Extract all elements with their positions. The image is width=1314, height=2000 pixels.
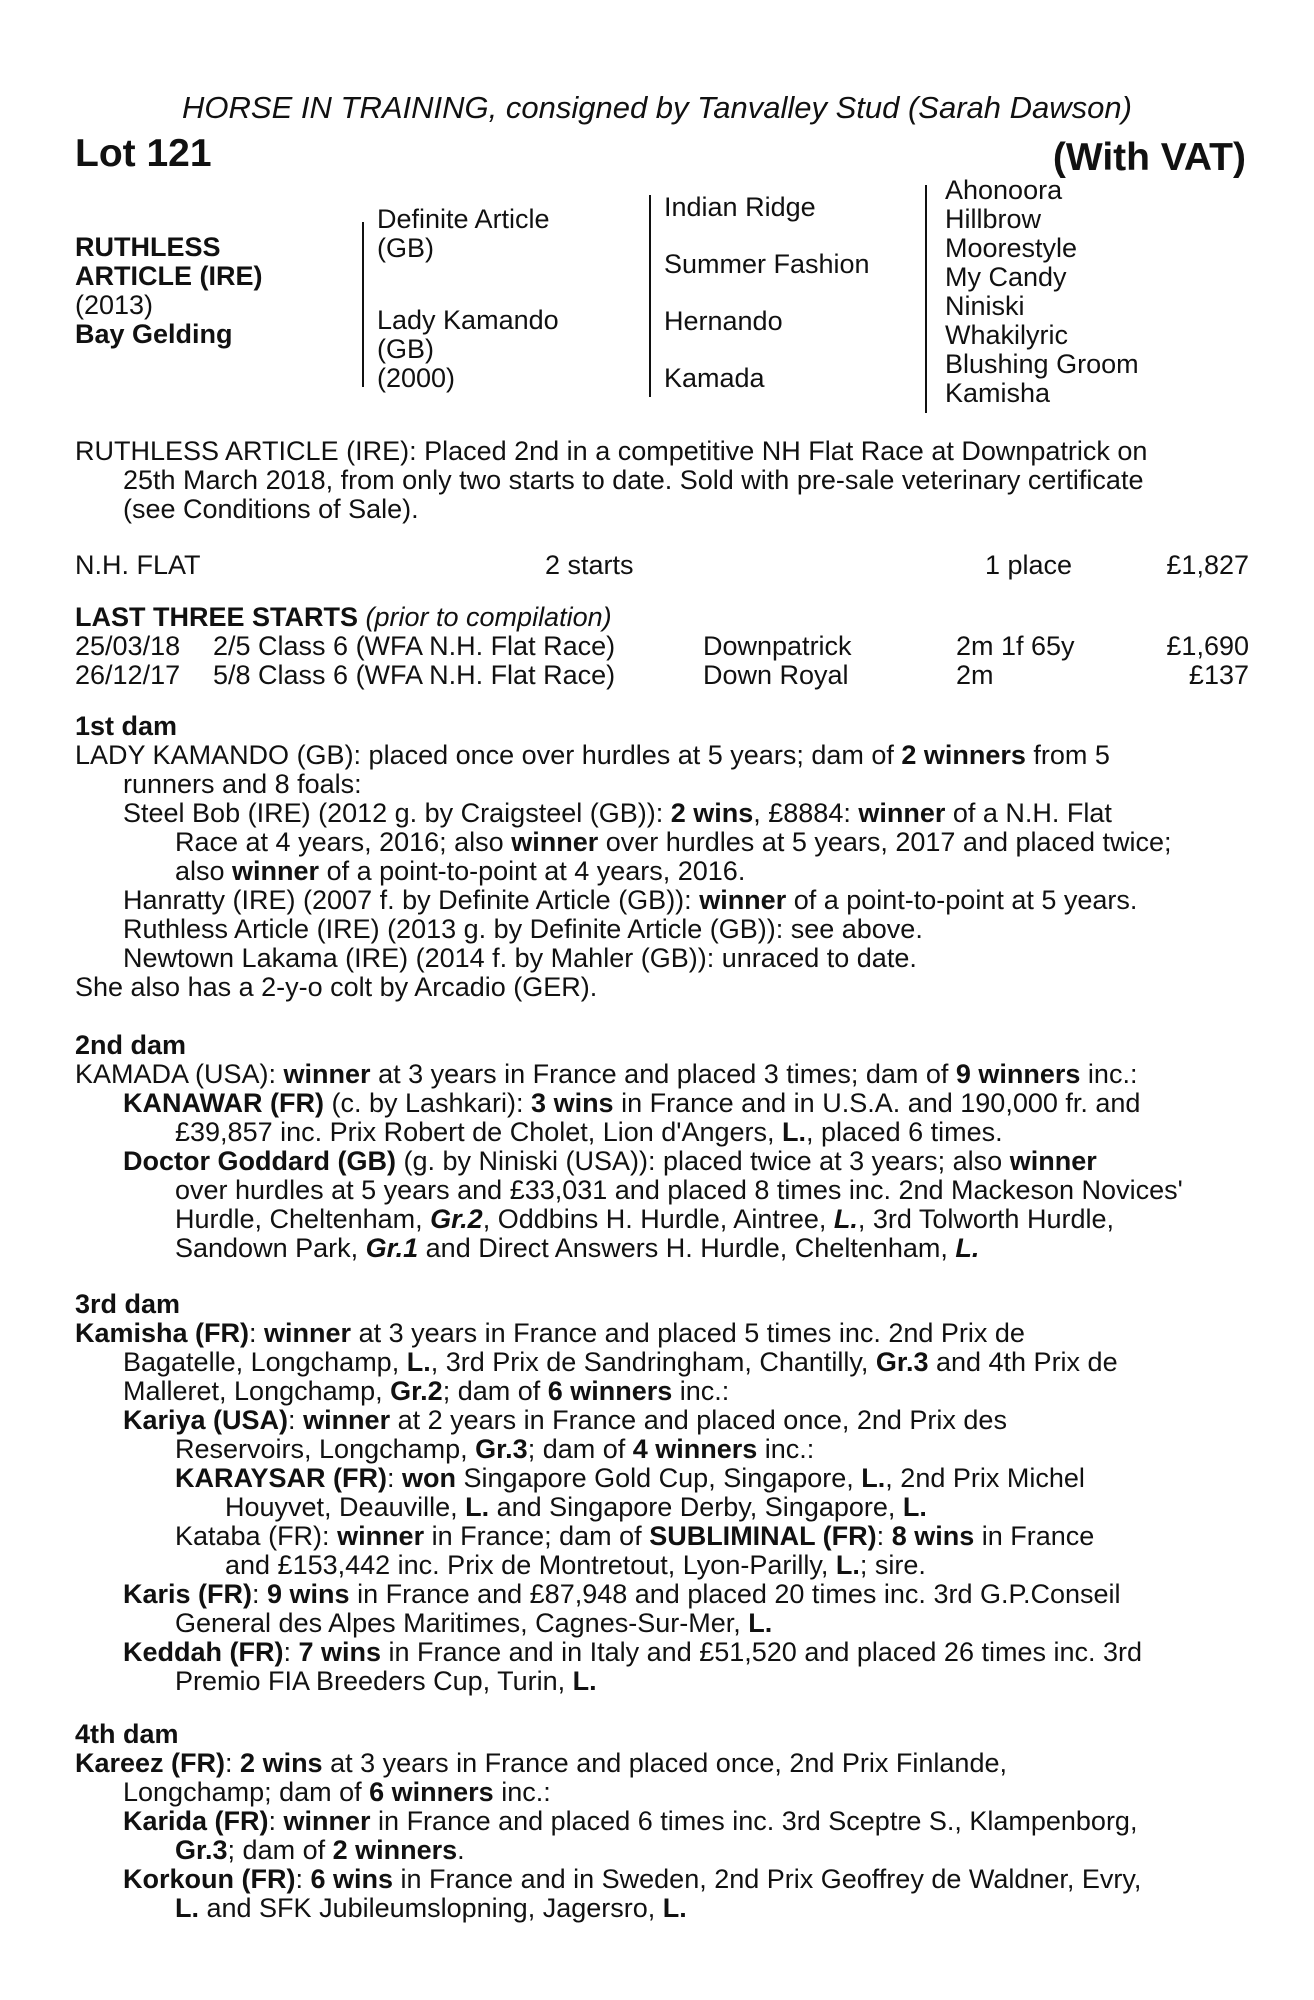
produce-line: Karida (FR): winner in France and placed 6 times inc. 3rd Sceptre S., Klampenborg,	[123, 1806, 1138, 1836]
great-grandparent-8: Kamisha	[945, 378, 1051, 408]
second-dam-section	[75, 1031, 1249, 1263]
great-grandparent-5: Niniski	[945, 291, 1025, 321]
produce-line: KANAWAR (FR) (c. by Lashkari): 3 wins in France and in U.S.A. and 190,000 fr. and	[123, 1088, 1141, 1118]
sire-line-1: Definite Article	[377, 204, 550, 234]
produce-line: also winner of a point-to-point at 4 years, 2016.	[175, 856, 746, 886]
produce-line: General des Alpes Maritimes, Cagnes-Sur-Mer, L.	[175, 1608, 773, 1638]
start-prize: £137	[1188, 660, 1249, 690]
last-starts-title: LAST THREE STARTS	[75, 602, 358, 632]
dam-line: Kamisha (FR): winner at 3 years in France and placed 5 times inc. 2nd Prix de	[75, 1318, 1025, 1348]
produce-line: over hurdles at 5 years and £33,031 and placed 8 times inc. 2nd Mackeson Novices'	[175, 1175, 1183, 1205]
great-grandparent-2: Hillbrow	[945, 204, 1042, 234]
last-starts-subtitle: (prior to compilation)	[365, 602, 612, 632]
produce-line: KARAYSAR (FR): won Singapore Gold Cup, Singapore, L., 2nd Prix Michel	[175, 1463, 1085, 1493]
produce-line: Newtown Lakama (IRE) (2014 f. by Mahler (GB)): unraced to date.	[123, 943, 917, 973]
start-race: 2/5 Class 6 (WFA N.H. Flat Race)	[213, 631, 616, 661]
dam-line: runners and 8 foals:	[123, 769, 362, 799]
produce-line: and £153,442 inc. Prix de Montretout, Lyon-Parilly, L.; sire.	[225, 1550, 926, 1580]
produce-line: Premio FIA Breeders Cup, Turin, L.	[175, 1666, 597, 1696]
section-heading: 1st dam	[75, 711, 178, 741]
produce-line: Keddah (FR): 7 wins in France and in Italy and £51,520 and placed 26 times inc. 3rd	[123, 1637, 1143, 1667]
section-heading: 2nd dam	[75, 1030, 187, 1060]
record-starts: 2 starts	[545, 550, 634, 580]
produce-line: Hanratty (IRE) (2007 f. by Definite Article (GB)): winner of a point-to-point at 5 years.	[123, 885, 1138, 915]
produce-line: Gr.3; dam of 2 winners.	[175, 1835, 465, 1865]
dam-line: KAMADA (USA): winner at 3 years in France and placed 3 times; dam of 9 winners inc.:	[75, 1059, 1138, 1089]
start-course: Down Royal	[703, 660, 849, 690]
produce-line: Hurdle, Cheltenham, Gr.2, Oddbins H. Hurdle, Aintree, L., 3rd Tolworth Hurdle,	[175, 1204, 1114, 1234]
pedigree-divider-1	[362, 222, 364, 387]
fourth-dam-section	[75, 1720, 1249, 1923]
produce-line: L. and SFK Jubileumslopning, Jagersro, L.	[175, 1893, 687, 1923]
pedigree-divider-3	[925, 185, 927, 413]
produce-line: Houyvet, Deauville, L. and Singapore Derby, Singapore, L.	[225, 1492, 927, 1522]
summary-line: 25th March 2018, from only two starts to date. Sold with pre-sale veterinary certificate	[123, 465, 1144, 495]
dam-line: LADY KAMANDO (GB): placed once over hurdles at 5 years; dam of 2 winners from 5	[75, 740, 1110, 770]
produce-line: Sandown Park, Gr.1 and Direct Answers H. Hurdle, Cheltenham, L.	[175, 1233, 980, 1263]
pedigree-divider-2	[649, 195, 651, 397]
dam-line-1: Lady Kamando	[377, 305, 559, 335]
produce-line: She also has a 2-y-o colt by Arcadio (GER).	[75, 972, 598, 1002]
dam-line-2: (GB)	[377, 334, 434, 364]
summary-line: (see Conditions of Sale).	[123, 494, 419, 524]
start-distance: 2m	[956, 660, 994, 690]
produce-line: Reservoirs, Longchamp, Gr.3; dam of 4 winners inc.:	[175, 1434, 815, 1464]
great-grandparent-6: Whakilyric	[945, 320, 1069, 350]
vat-label: (With VAT)	[1052, 136, 1246, 179]
section-heading: 3rd dam	[75, 1289, 181, 1319]
dam-line: Bagatelle, Longchamp, L., 3rd Prix de Sandringham, Chantilly, Gr.3 and 4th Prix de	[123, 1347, 1118, 1377]
great-grandparent-4: My Candy	[945, 262, 1067, 292]
produce-line: £39,857 inc. Prix Robert de Cholet, Lion d'Angers, L., placed 6 times.	[175, 1117, 1003, 1147]
produce-line: Ruthless Article (IRE) (2013 g. by Definite Article (GB)): see above.	[123, 914, 923, 944]
produce-line: Race at 4 years, 2016; also winner over hurdles at 5 years, 2017 and placed twice;	[175, 827, 1172, 857]
produce-line: Steel Bob (IRE) (2012 g. by Craigsteel (GB)): 2 wins, £8884: winner of a N.H. Flat	[123, 798, 1112, 828]
first-dam-section	[75, 712, 1249, 1002]
record-earnings: £1,827	[1166, 550, 1249, 580]
last-starts-heading	[75, 603, 612, 632]
start-race: 5/8 Class 6 (WFA N.H. Flat Race)	[213, 660, 616, 690]
dam-line-3: (2000)	[377, 363, 456, 393]
summary-paragraph	[75, 437, 1249, 524]
horse-name-line-2: ARTICLE (IRE)	[75, 261, 263, 291]
great-grandparent-1: Ahonoora	[945, 175, 1063, 205]
horse-name-line-1: RUTHLESS	[75, 232, 221, 262]
grandparent-4: Kamada	[664, 363, 765, 393]
summary-line: RUTHLESS ARTICLE (IRE): Placed 2nd in a competitive NH Flat Race at Downpatrick on	[75, 436, 1148, 466]
dam-line: Longchamp; dam of 6 winners inc.:	[123, 1777, 551, 1807]
consignment-line: HORSE IN TRAINING, consigned by Tanvalley Stud (Sarah Dawson)	[182, 90, 1132, 125]
dam-line: Malleret, Longchamp, Gr.2; dam of 6 winners inc.:	[123, 1376, 730, 1406]
sire-line-2: (GB)	[377, 233, 434, 263]
grandparent-1: Indian Ridge	[664, 192, 816, 222]
start-date: 26/12/17	[75, 660, 181, 690]
dam-line: Kareez (FR): 2 wins at 3 years in France and placed once, 2nd Prix Finlande,	[75, 1748, 1007, 1778]
horse-sex: Bay Gelding	[75, 319, 233, 349]
lot-number: Lot 121	[75, 132, 212, 175]
grandparent-3: Hernando	[664, 306, 783, 336]
record-type: N.H. FLAT	[75, 550, 201, 580]
produce-line: Kataba (FR): winner in France; dam of SUBLIMINAL (FR): 8 wins in France	[175, 1521, 1095, 1551]
great-grandparent-3: Moorestyle	[945, 233, 1078, 263]
section-heading: 4th dam	[75, 1719, 179, 1749]
record-places: 1 place	[985, 550, 1073, 580]
grandparent-2: Summer Fashion	[664, 249, 870, 279]
great-grandparent-7: Blushing Groom	[945, 349, 1139, 379]
produce-line: Kariya (USA): winner at 2 years in France and placed once, 2nd Prix des	[123, 1405, 1007, 1435]
start-distance: 2m 1f 65y	[956, 631, 1075, 661]
produce-line: Karis (FR): 9 wins in France and £87,948 and placed 20 times inc. 3rd G.P.Conseil	[123, 1579, 1121, 1609]
produce-line: Doctor Goddard (GB) (g. by Niniski (USA)): placed twice at 3 years; also winner	[123, 1146, 1097, 1176]
produce-line: Korkoun (FR): 6 wins in France and in Sweden, 2nd Prix Geoffrey de Waldner, Evry,	[123, 1864, 1142, 1894]
third-dam-section	[75, 1290, 1249, 1696]
horse-year: (2013)	[75, 290, 154, 320]
start-prize: £1,690	[1166, 631, 1249, 661]
start-date: 25/03/18	[75, 631, 181, 661]
start-course: Downpatrick	[703, 631, 852, 661]
